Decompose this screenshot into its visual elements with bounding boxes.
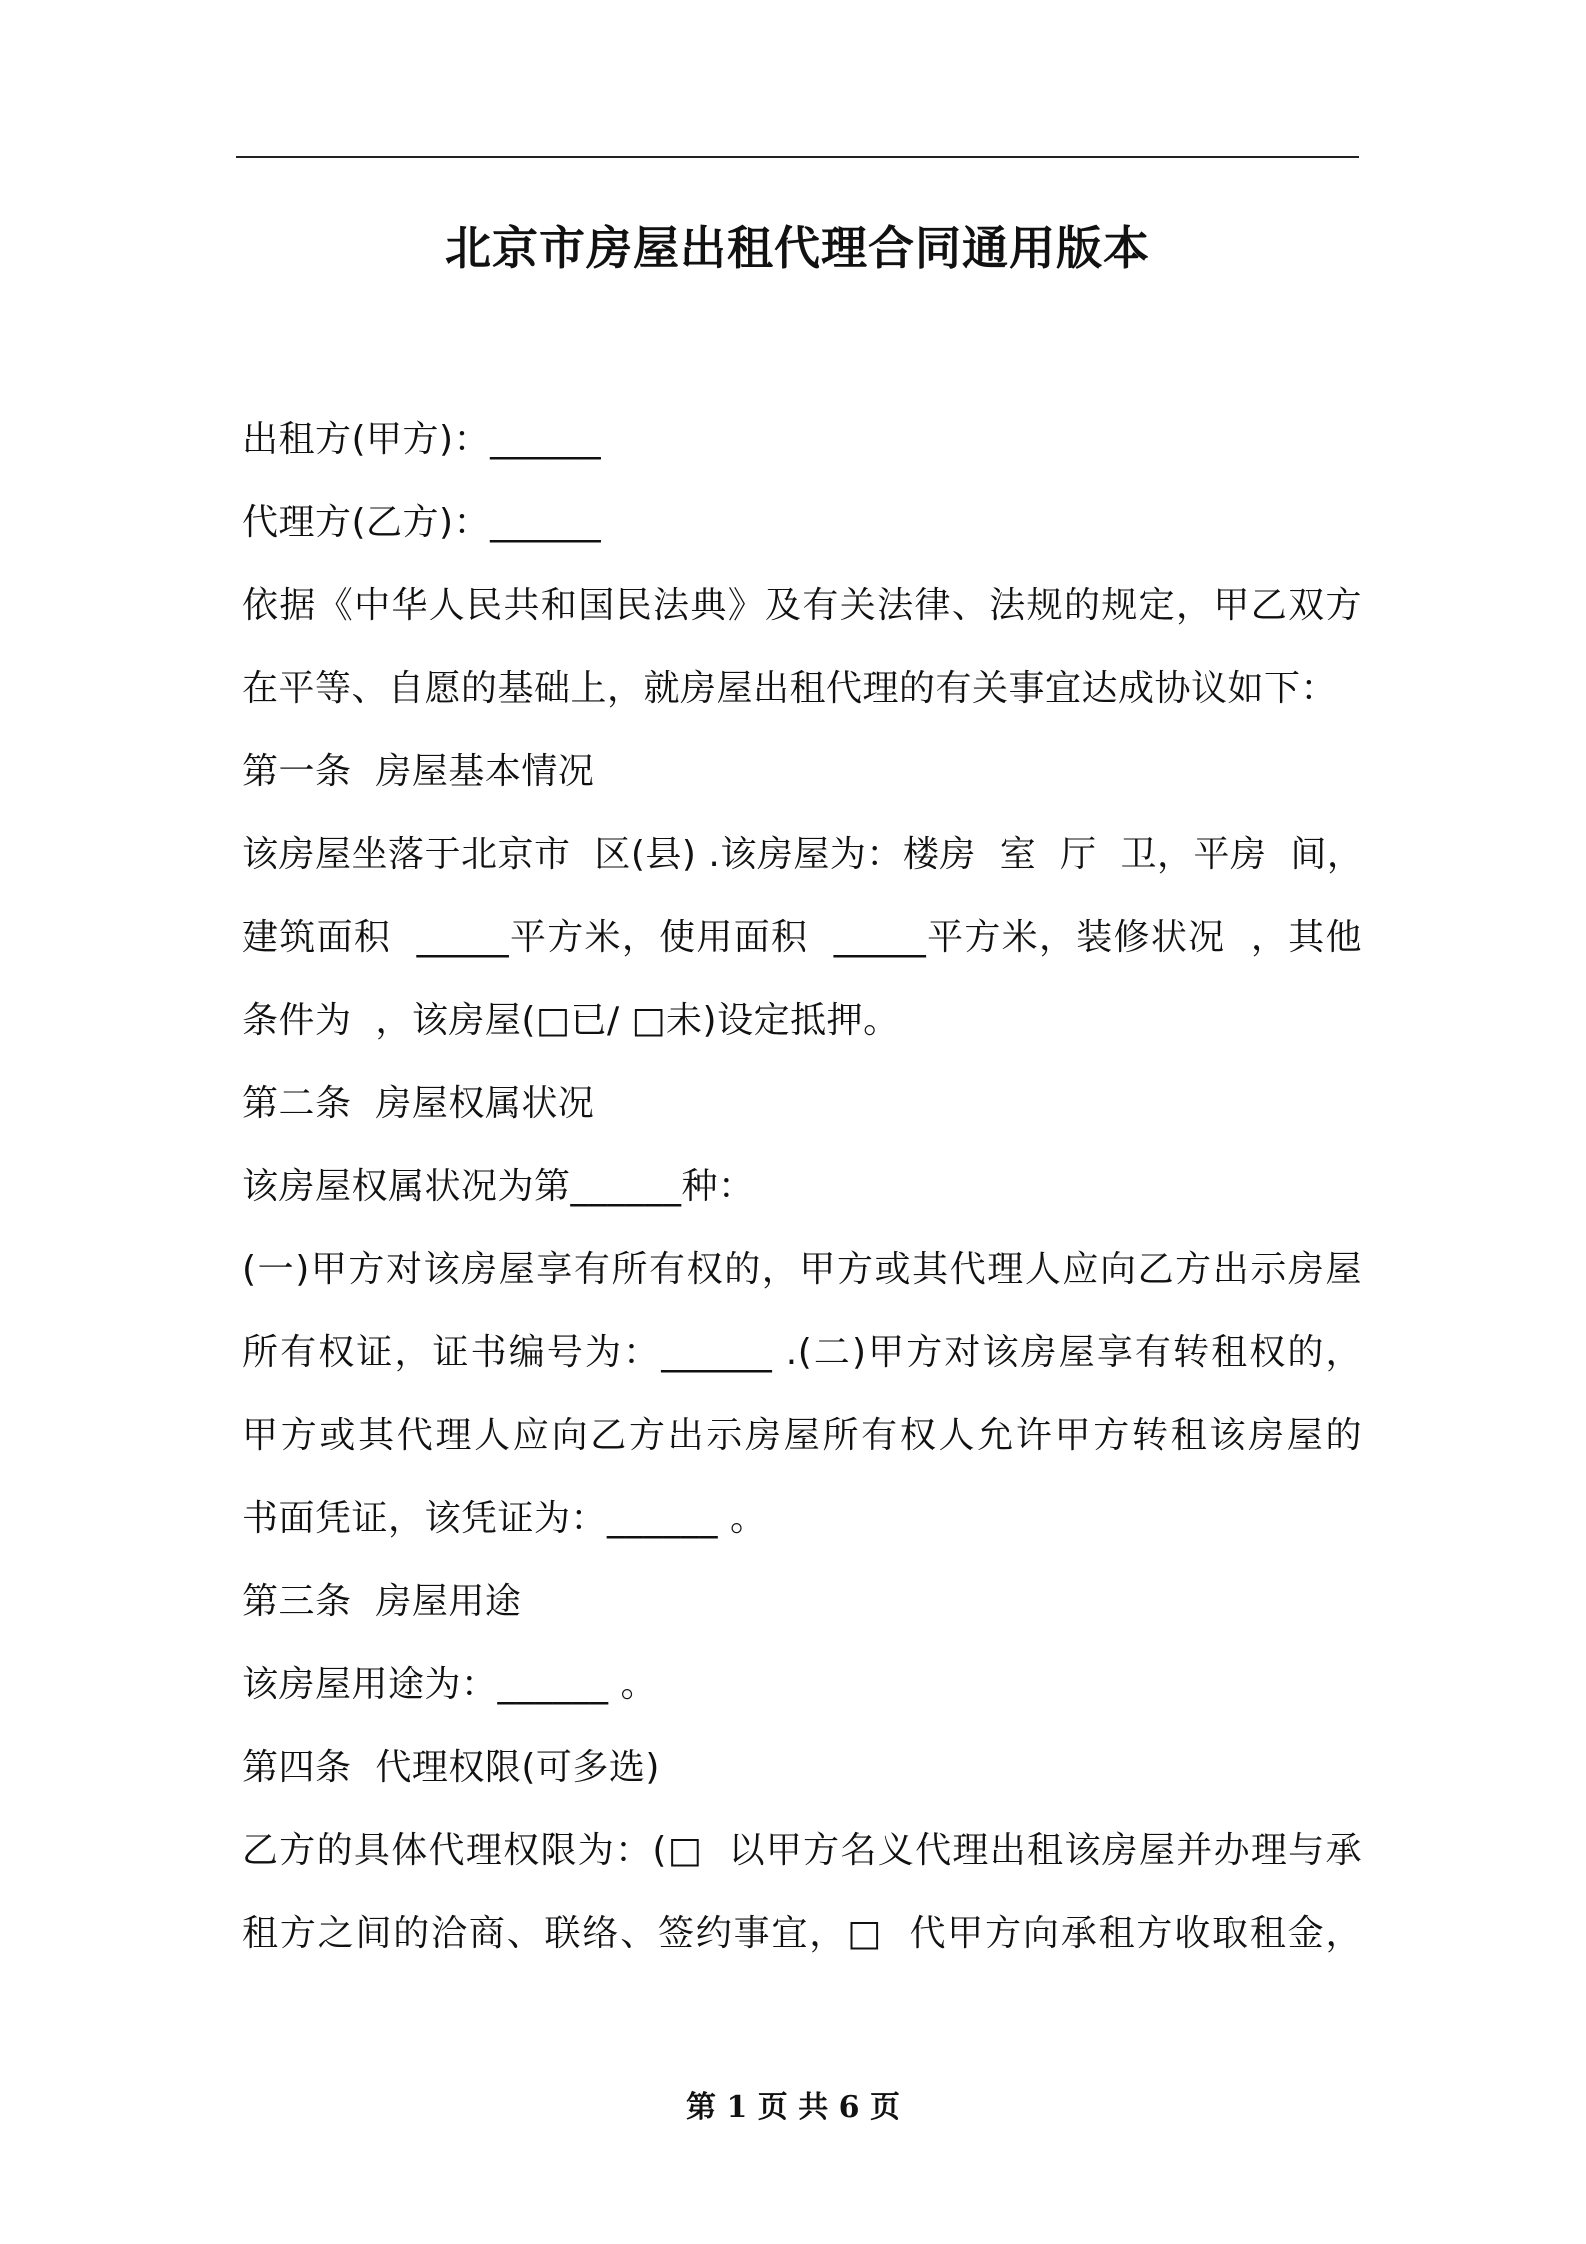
article-3-heading: 第三条 房屋用途 — [242, 1581, 522, 1622]
article-4-line-1: 乙方的具体代理权限为：(□ 以甲方名义代理出租该房屋并办理与承 — [242, 1830, 1362, 1871]
header-rule — [236, 156, 1359, 158]
preamble-line-1: 依据《中华人民共和国民法典》及有关法律、法规的规定，甲乙双方 — [242, 585, 1362, 626]
page-number: 第 1 页 共 6 页 — [686, 2090, 900, 2125]
article-2-line-4: 甲方或其代理人应向乙方出示房屋所有权人允许甲方转租该房屋的 — [242, 1415, 1362, 1456]
article-2-heading: 第二条 房屋权属状况 — [242, 1083, 595, 1124]
article-1-line-1: 该房屋坐落于北京市 区(县) .该房屋为：楼房 室 厅 卫，平房 间， — [242, 834, 1364, 875]
lessor-line: 出租方(甲方)：______ — [242, 419, 602, 460]
article-2-line-2: (一)甲方对该房屋享有所有权的，甲方或其代理人应向乙方出示房屋 — [242, 1249, 1362, 1290]
article-4-heading: 第四条 代理权限(可多选) — [242, 1747, 660, 1788]
article-1-heading: 第一条 房屋基本情况 — [242, 751, 595, 792]
article-2-line-3: 所有权证，证书编号为：______ .(二)甲方对该房屋享有转租权的， — [242, 1332, 1362, 1373]
article-1-line-2: 建筑面积 _____平方米，使用面积 _____平方米，装修状况 ，其他 — [242, 917, 1362, 958]
document-title: 北京市房屋出租代理合同通用版本 — [445, 221, 1150, 275]
article-2-line-1: 该房屋权属状况为第______种： — [242, 1166, 755, 1207]
agent-line: 代理方(乙方)：______ — [242, 502, 602, 543]
preamble-line-2: 在平等、自愿的基础上，就房屋出租代理的有关事宜达成协议如下： — [242, 668, 1338, 709]
article-1-line-3: 条件为 ，该房屋(□已/ □未)设定抵押。 — [242, 1000, 900, 1041]
article-3-line-1: 该房屋用途为：______ 。 — [242, 1664, 657, 1705]
article-4-line-2: 租方之间的洽商、联络、签约事宜，□ 代甲方向承租方收取租金， — [242, 1913, 1362, 1954]
article-2-line-5: 书面凭证，该凭证为：______ 。 — [242, 1498, 767, 1539]
